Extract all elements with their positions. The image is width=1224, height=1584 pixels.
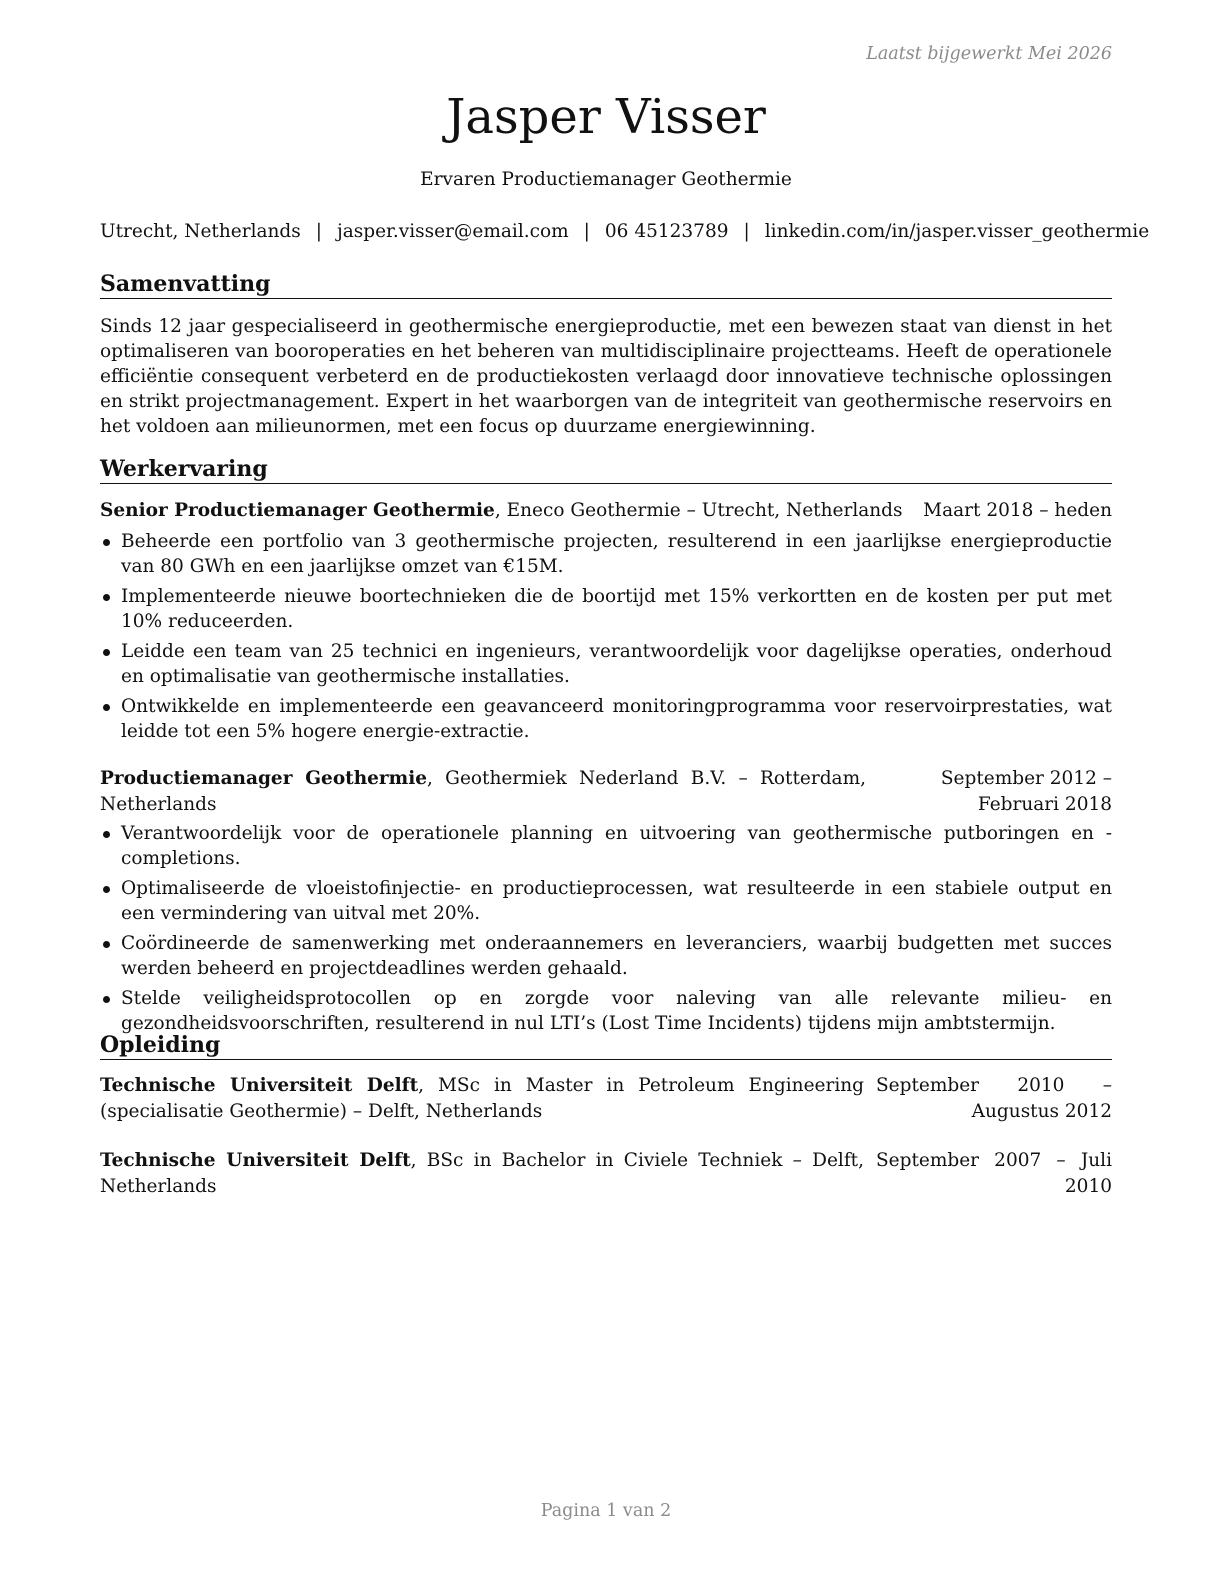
education-line: [100, 1148, 864, 1200]
education-entry: [100, 1073, 1112, 1125]
section-title-education: Opleiding: [100, 1031, 1112, 1060]
list-item: Stelde veiligheidsprotocollen op en zorgde voor naleving van alle relevante milieu- en gezondheidsvoorschriften, resulterend in nul LTI’s (Lost Time Incidents) tijdens mijn ambtstermijn.: [100, 986, 1112, 1036]
education-school: Technische Universiteit Delft: [100, 1075, 419, 1096]
job-bullets: [100, 529, 1112, 749]
bullet-dot-icon: [103, 539, 110, 546]
bullet-dot-icon: [103, 704, 110, 711]
job-dates: September 2012 – Februari 2018: [940, 768, 1112, 815]
education-dates: September 2007 – Juli 2010: [876, 1150, 1112, 1197]
page-number: Pagina 1 van 2: [540, 1501, 672, 1521]
list-item: Coördineerde de samenwerking met onderaannemers en leveranciers, waarbij budgetten met succes werden beheerd en projectdeadlines werden gehaald.: [100, 931, 1112, 981]
bullet-dot-icon: [103, 831, 110, 838]
job-header: [100, 498, 1112, 524]
job-role: Productiemanager Geothermie: [100, 768, 428, 789]
contact-location: Utrecht, Netherlands: [100, 221, 301, 242]
job-org: , Eneco Geothermie – Utrecht, Netherlands: [494, 500, 903, 521]
section-title-summary: Samenvatting: [100, 270, 1112, 299]
contact-line: [100, 219, 1150, 245]
education-school: Technische Universiteit Delft: [100, 1150, 411, 1171]
job-org: , Geothermiek Nederland B.V. – Rotterdam, Netherlands: [100, 768, 866, 815]
summary-text: Sinds 12 jaar gespecialiseerd in geothermische energieproductie, met een bewezen staat van dienst in het optimaliseren van booroperaties en het beheren van multidisciplinaire projectteams. Heeft de operationele efficiëntie consequent verbeterd en de productiekosten verlaagd door innovatieve technische oplossingen en strikt projectmanagement. Expert in het waarborgen van de integriteit van geothermische reservoirs en het voldoen aan milieunormen, met een focus op duurzame energiewinning.: [100, 316, 1112, 437]
contact-linkedin[interactable]: linkedin.com/in/jasper.visser_geothermie: [764, 221, 1150, 242]
bullet-dot-icon: [103, 996, 110, 1003]
job-header: [100, 766, 1112, 818]
last-updated: Laatst bijgewerkt Mei 2026: [866, 44, 1112, 64]
list-item: Ontwikkelde en implementeerde een geavanceerd monitoringprogramma voor reservoirprestaties, wat leidde tot een 5% hogere energie-extractie.: [100, 694, 1112, 744]
list-item: Beheerde een portfolio van 3 geothermische projecten, resulterend in een jaarlijkse energieproductie van 80 GWh en een jaarlijkse omzet van €15M.: [100, 529, 1112, 579]
list-item: Verantwoordelijk voor de operationele planning en uitvoering van geothermische putboringen en -completions.: [100, 821, 1112, 871]
education-entry: [100, 1148, 1112, 1200]
bullet-dot-icon: [103, 649, 110, 656]
contact-phone[interactable]: 06 45123789: [604, 221, 729, 242]
education-detail: , MSc in Master in Petroleum Engineering (specialisatie Geothermie) – Delft, Netherlands: [100, 1075, 864, 1122]
education-line: [100, 1073, 864, 1125]
contact-separator: |: [315, 221, 322, 242]
education-dates: September 2010 – Augustus 2012: [876, 1075, 1112, 1122]
list-item: Implementeerde nieuwe boortechnieken die de boortijd met 15% verkortten en de kosten per put met 10% reduceerden.: [100, 584, 1112, 634]
job-dates: Maart 2018 – heden: [923, 500, 1112, 521]
education-detail: , BSc in Bachelor in Civiele Techniek – Delft, Netherlands: [100, 1150, 864, 1197]
section-title-experience: Werkervaring: [100, 455, 1112, 484]
bullet-dot-icon: [103, 594, 110, 601]
job-title-line: [100, 766, 866, 818]
list-item: Optimaliseerde de vloeistofinjectie- en productieprocessen, wat resulteerde in een stabiele output en een vermindering van uitval met 20%.: [100, 876, 1112, 926]
contact-separator: |: [743, 221, 750, 242]
job-title-line: [100, 498, 911, 524]
resume-page: [100, 0, 1150, 1584]
contact-email[interactable]: jasper.visser@email.com: [337, 221, 569, 242]
bullet-dot-icon: [103, 886, 110, 893]
list-item: Leidde een team van 25 technici en ingenieurs, verantwoordelijk voor dagelijkse operaties, onderhoud en optimalisatie van geothermische installaties.: [100, 639, 1112, 689]
headline: Ervaren Productiemanager Geothermie: [420, 169, 792, 190]
contact-separator: |: [583, 221, 590, 242]
bullet-dot-icon: [103, 941, 110, 948]
candidate-name: Jasper Visser: [446, 89, 766, 145]
job-role: Senior Productiemanager Geothermie: [100, 500, 495, 521]
job-bullets: [100, 821, 1112, 1041]
